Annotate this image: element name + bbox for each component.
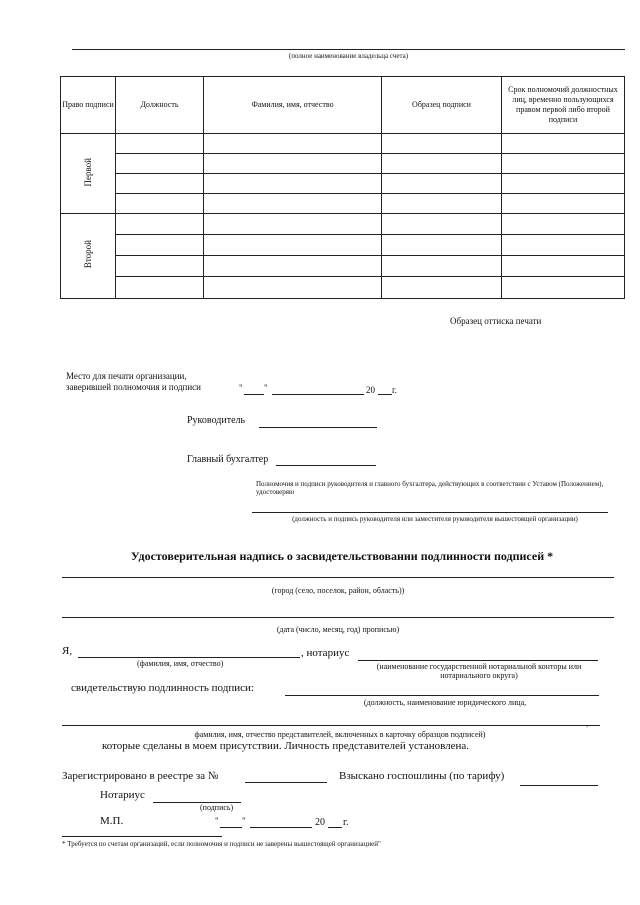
second-signature-cell bbox=[61, 214, 116, 299]
cell[interactable] bbox=[382, 134, 502, 154]
cell[interactable] bbox=[116, 134, 204, 154]
duty-label: Взыскано госпошлины (по тарифу) bbox=[339, 770, 505, 782]
director-signature-line[interactable] bbox=[259, 427, 377, 428]
cell[interactable] bbox=[116, 194, 204, 214]
cell[interactable] bbox=[502, 256, 625, 277]
notary-title: Удостоверительная надпись о засвидетельствовании подлинности подписей * bbox=[130, 549, 554, 563]
cell[interactable] bbox=[116, 154, 204, 174]
cell[interactable] bbox=[204, 277, 382, 299]
cell[interactable] bbox=[204, 235, 382, 256]
signature-table bbox=[60, 76, 625, 299]
registered-label: Зарегистрировано в реестре за № bbox=[62, 770, 219, 782]
witness-position-line[interactable] bbox=[285, 695, 599, 696]
certify-signature-line[interactable] bbox=[252, 512, 608, 513]
cell[interactable] bbox=[502, 214, 625, 235]
header-right: Право подписи bbox=[61, 77, 116, 134]
cell[interactable] bbox=[502, 235, 625, 256]
certify-text: Полномочия и подписи руководителя и главного бухгалтера, действующих в соответствии с Уставом (Положением), удостоверяю bbox=[256, 480, 604, 496]
date-year-line[interactable] bbox=[378, 394, 392, 395]
date2-close-quote: " bbox=[242, 816, 246, 826]
date-year-prefix: 20 bbox=[366, 385, 375, 395]
city-caption: (город (село, поселок, район, область)) bbox=[271, 586, 405, 595]
date2-year-line[interactable] bbox=[328, 827, 342, 828]
footnote-text: * Требуется по счетам организаций, если полномочия и подписи не заверены вышестоящей организацией" bbox=[62, 840, 381, 848]
date-caption: (дата (число, месяц, год) прописью) bbox=[276, 625, 400, 634]
seal-place-line2: заверившей полномочия и подписи bbox=[66, 382, 201, 392]
cell[interactable] bbox=[502, 134, 625, 154]
cell[interactable] bbox=[382, 154, 502, 174]
ya-label: Я, bbox=[62, 645, 73, 657]
cell[interactable] bbox=[204, 194, 382, 214]
mp-label: М.П. bbox=[100, 815, 124, 827]
representatives-line-end[interactable] bbox=[592, 725, 600, 726]
witness-label: свидетельствую подлинность подписи: bbox=[71, 682, 254, 694]
cell[interactable] bbox=[382, 174, 502, 194]
date2-month-line[interactable] bbox=[250, 827, 312, 828]
header-term: Срок полномочий должностных лиц, временно пользующихся правом первой либо второй подписи bbox=[502, 77, 625, 134]
cell[interactable] bbox=[116, 277, 204, 299]
cell[interactable] bbox=[116, 174, 204, 194]
footnote-separator bbox=[62, 836, 222, 837]
cell[interactable] bbox=[502, 154, 625, 174]
date-open-quote: " bbox=[239, 383, 243, 393]
chief-accountant-signature-line[interactable] bbox=[276, 465, 376, 466]
date-line[interactable] bbox=[62, 617, 614, 618]
duty-amount-line[interactable] bbox=[520, 785, 598, 786]
date2-day-line[interactable] bbox=[220, 827, 242, 828]
second-label: Второй bbox=[83, 240, 93, 269]
notary-sign-label: Нотариус bbox=[100, 789, 145, 801]
cell[interactable] bbox=[382, 277, 502, 299]
cell[interactable] bbox=[382, 256, 502, 277]
owner-name-line[interactable] bbox=[72, 49, 625, 50]
comma: , bbox=[586, 718, 589, 728]
notary-fio-line[interactable] bbox=[78, 657, 300, 658]
header-position: Должность bbox=[116, 77, 204, 134]
date-month-line[interactable] bbox=[272, 394, 364, 395]
cell[interactable] bbox=[502, 174, 625, 194]
date-day-line[interactable] bbox=[244, 394, 264, 395]
owner-name-caption: (полное наименование владельца счета) bbox=[288, 52, 409, 60]
cell[interactable] bbox=[116, 235, 204, 256]
stamp-sample-label: Образец оттиска печати bbox=[450, 316, 542, 326]
cell[interactable] bbox=[204, 174, 382, 194]
date2-year-suffix: г. bbox=[343, 817, 349, 828]
seal-place-line1: Место для печати организации, bbox=[66, 371, 187, 381]
representatives-caption: фамилия, имя, отчество представителей, включенных в карточку образцов подписей) bbox=[194, 730, 486, 739]
cell[interactable] bbox=[204, 214, 382, 235]
cell[interactable] bbox=[204, 154, 382, 174]
date-year-suffix: г. bbox=[392, 385, 397, 395]
cell[interactable] bbox=[502, 277, 625, 299]
presence-text: которые сделаны в моем присутствии. Личность представителей установлена. bbox=[102, 740, 470, 752]
first-signature-cell bbox=[61, 134, 116, 214]
cell[interactable] bbox=[116, 214, 204, 235]
certify-caption: (должность и подпись руководителя или заместителя руководителя вышестоящей организации) bbox=[292, 515, 578, 523]
cell[interactable] bbox=[502, 194, 625, 214]
chief-accountant-label: Главный бухгалтер bbox=[187, 454, 269, 465]
cell[interactable] bbox=[382, 235, 502, 256]
date2-year-prefix: 20 bbox=[315, 817, 325, 828]
first-label: Первой bbox=[83, 157, 93, 187]
cell[interactable] bbox=[382, 214, 502, 235]
date-close-quote: " bbox=[264, 383, 268, 393]
date2-open-quote: " bbox=[215, 816, 219, 826]
fio-caption: (фамилия, имя, отчество) bbox=[137, 659, 224, 668]
header-fio: Фамилия, имя, отчество bbox=[204, 77, 382, 134]
representatives-line[interactable] bbox=[62, 725, 592, 726]
director-label: Руководитель bbox=[187, 415, 246, 426]
position-caption: (должность, наименование юридического лица, bbox=[363, 698, 527, 707]
cell[interactable] bbox=[382, 194, 502, 214]
header-signature: Образец подписи bbox=[382, 77, 502, 134]
registry-number-line[interactable] bbox=[245, 782, 327, 783]
cell[interactable] bbox=[116, 256, 204, 277]
city-line[interactable] bbox=[62, 577, 614, 578]
signature-caption: (подпись) bbox=[200, 803, 234, 812]
notary-office-line[interactable] bbox=[358, 660, 598, 661]
notary-word: , нотариус bbox=[301, 647, 350, 659]
cell[interactable] bbox=[204, 134, 382, 154]
notary-office-caption: (наименование государственной нотариальной конторы или нотариального округа) bbox=[376, 662, 582, 680]
cell[interactable] bbox=[204, 256, 382, 277]
